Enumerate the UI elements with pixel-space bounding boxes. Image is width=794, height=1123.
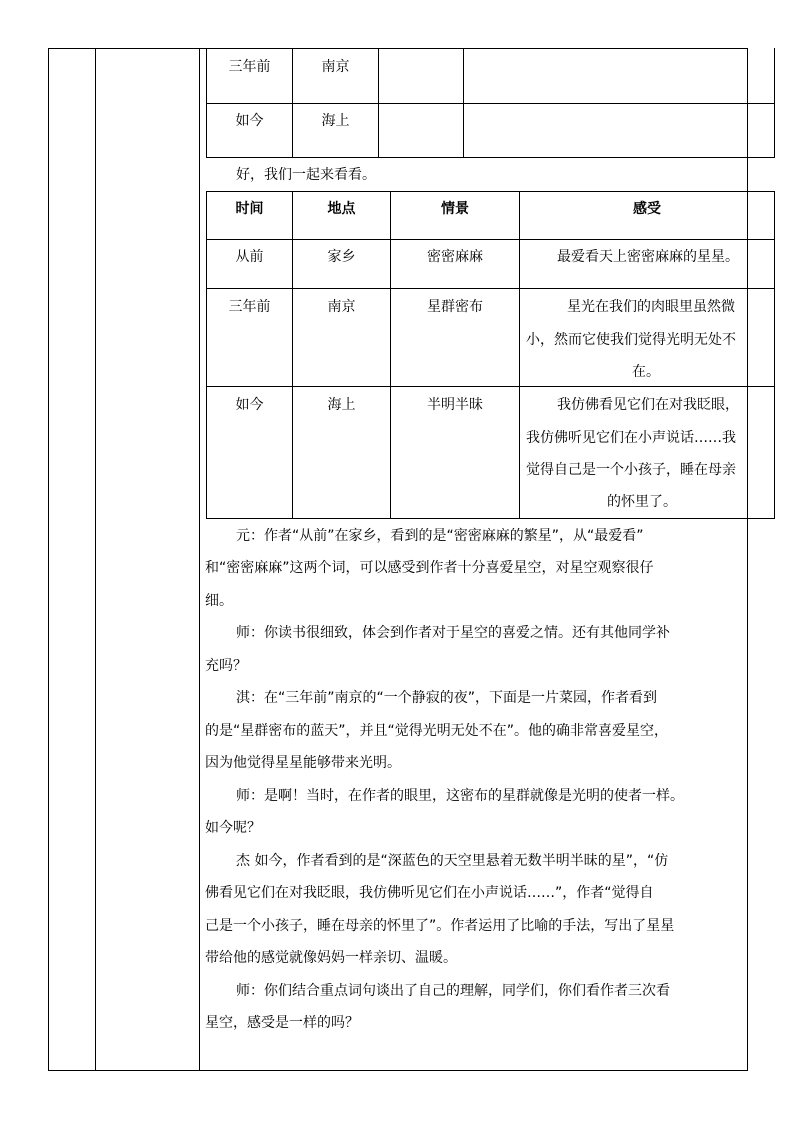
table-cell-place: 南京	[321, 59, 350, 75]
table-cell-place: 南京	[327, 299, 356, 315]
paragraph-line: 元：作者“从前”在家乡，看到的是“密密麻麻的繁星”，从“最爱看”	[236, 528, 644, 544]
paragraph-line: 师：你们结合重点词句谈出了自己的理解，同学们，你们看作者三次看	[236, 983, 670, 999]
paragraph-line: 带给他的感觉就像妈妈一样亲切、温暖。	[205, 950, 457, 966]
table-cell-feeling: 我仿佛看见它们在对我眨眼，	[557, 397, 739, 413]
top-table-line	[378, 48, 379, 158]
header-feeling: 感受	[633, 201, 661, 217]
paragraph-line: 星空，感受是一样的吗？	[205, 1015, 359, 1031]
paragraph-line: 如今呢？	[205, 820, 261, 836]
paragraph-line: 细。	[205, 593, 233, 609]
table-cell-feeling: 星光在我们的肉眼里虽然微	[567, 299, 735, 315]
top-table-line	[463, 48, 464, 158]
table-cell-scene: 密密麻麻	[427, 249, 483, 265]
paragraph-line: 杰 如今，作者看到的是“深蓝色的天空里悬着无数半明半昧的星”，“仿	[236, 853, 669, 869]
frame-column-divider-2	[199, 48, 200, 1071]
table-cell-scene: 星群密布	[427, 299, 483, 315]
header-time: 时间	[235, 201, 264, 217]
paragraph-line: 因为他觉得星星能够带来光明。	[205, 755, 401, 771]
table-cell-place: 海上	[327, 397, 356, 413]
table-cell-time: 如今	[235, 113, 264, 129]
paragraph-line: 师：你读书很细致，体会到作者对于星空的喜爱之情。还有其他同学补	[236, 625, 670, 641]
table-cell-time: 三年前	[228, 59, 271, 75]
comparison-table-line	[206, 191, 207, 519]
table-cell-time: 如今	[235, 397, 264, 413]
table-cell-feeling: 小，然而它使我们觉得光明无处不	[526, 332, 736, 348]
paragraph-line: 的是“星群密布的蓝天”，并且“觉得光明无处不在”。他的确非常喜爱星空，	[205, 723, 669, 739]
frame-top-border	[48, 48, 748, 49]
frame-bottom-border	[48, 1070, 748, 1071]
table-cell-feeling: 的怀里了。	[607, 494, 677, 510]
paragraph-line: 师：是啊！当时，在作者的眼里，这密布的星群就像是光明的使者一样。	[236, 788, 684, 804]
comparison-table-line	[774, 191, 775, 519]
table-cell-feeling: 最爱看天上密密麻麻的星星。	[557, 249, 739, 265]
intro-line: 好，我们一起来看看。	[236, 167, 376, 183]
paragraph-line: 淇：在“三年前”南京的“一个静寂的夜”，下面是一片菜园，作者看到	[236, 690, 658, 706]
comparison-table-line	[390, 191, 391, 519]
table-cell-place: 海上	[321, 113, 350, 129]
header-place: 地点	[327, 201, 356, 217]
frame-column-divider-1	[95, 48, 96, 1071]
table-cell-scene: 半明半昧	[427, 397, 483, 413]
table-cell-feeling: 觉得自己是一个小孩子，睡在母亲	[526, 462, 736, 478]
header-scene: 情景	[441, 201, 469, 217]
table-cell-feeling: 我仿佛听见它们在小声说话……我	[526, 430, 736, 446]
top-table-line	[774, 48, 775, 158]
paragraph-line: 充吗？	[205, 658, 247, 674]
frame-left-border	[48, 48, 49, 1071]
paragraph-line: 和“密密麻麻”这两个词，可以感受到作者十分喜爱星空，对星空观察很仔	[205, 560, 654, 576]
table-cell-place: 家乡	[327, 249, 356, 265]
table-cell-time: 三年前	[228, 299, 271, 315]
paragraph-line: 佛看见它们在对我眨眼，我仿佛听见它们在小声说话……”，作者“觉得自	[205, 885, 654, 901]
paragraph-line: 己是一个小孩子，睡在母亲的怀里了”。作者运用了比喻的手法，写出了星星	[205, 918, 675, 934]
comparison-table-line	[519, 191, 520, 519]
comparison-table-line	[292, 191, 293, 519]
table-cell-time: 从前	[235, 249, 264, 265]
table-cell-feeling: 在。	[632, 364, 660, 380]
